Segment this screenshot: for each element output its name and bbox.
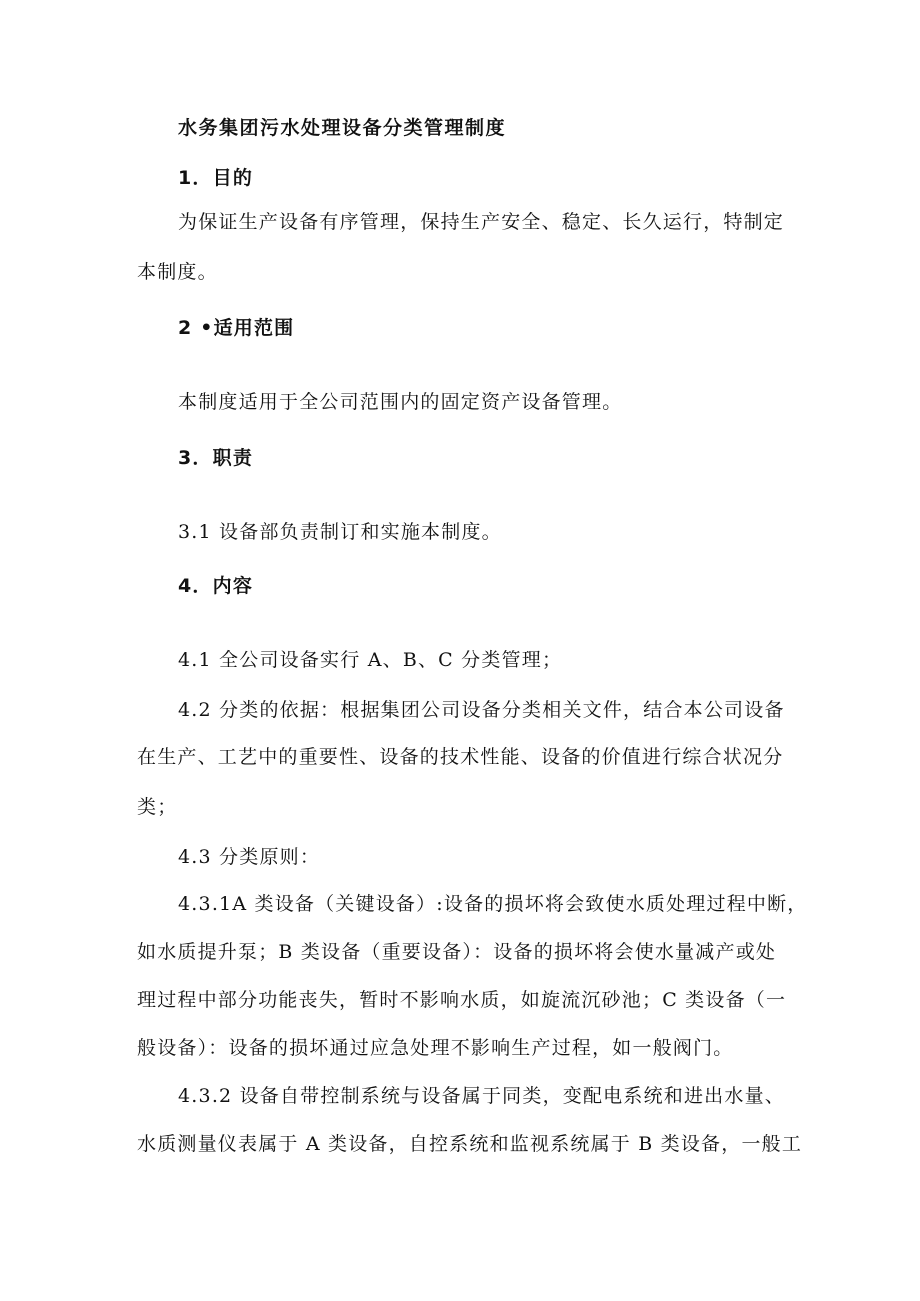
section-heading-responsibility: 3．职责: [178, 447, 254, 469]
paragraph-line: 理过程中部分功能丧失，暂时不影响水质，如旋流沉砂池；C 类设备（一: [137, 989, 787, 1011]
paragraph-line: 在生产、工艺中的重要性、设备的技术性能、设备的价值进行综合状况分: [137, 746, 784, 768]
paragraph-line: 本制度。: [137, 261, 218, 283]
paragraph-line: 4.2 分类的依据：根据集团公司设备分类相关文件，结合本公司设备: [178, 699, 785, 721]
paragraph-line: 水质测量仪表属于 A 类设备，自控系统和监视系统属于 B 类设备，一般工: [137, 1133, 803, 1155]
document-title: 水务集团污水处理设备分类管理制度: [178, 117, 507, 139]
paragraph-line: 般设备）：设备的损坏通过应急处理不影响生产过程，如一般阀门。: [137, 1037, 734, 1059]
paragraph-line: 类；: [137, 796, 178, 818]
paragraph-line: 本制度适用于全公司范围内的固定资产设备管理。: [178, 391, 623, 413]
section-heading-scope: 2 •适用范围: [178, 317, 295, 339]
paragraph-line: 3.1 设备部负责制订和实施本制度。: [178, 521, 502, 543]
paragraph-line: 4.3.2 设备自带控制系统与设备属于同类，变配电系统和进出水量、: [178, 1085, 785, 1107]
paragraph-line: 4.1 全公司设备实行 A、B、C 分类管理；: [178, 649, 563, 671]
paragraph-line: 为保证生产设备有序管理，保持生产安全、稳定、长久运行，特制定: [178, 211, 785, 233]
section-heading-content: 4．内容: [178, 575, 254, 597]
section-heading-purpose: 1．目的: [178, 167, 254, 189]
paragraph-line: 4.3.1A 类设备（关键设备）:设备的损坏将会致使水质处理过程中断，: [178, 893, 808, 915]
paragraph-line: 4.3 分类原则：: [178, 846, 321, 868]
paragraph-line: 如水质提升泵；B 类设备（重要设备）：设备的损坏将会使水量减产或处: [137, 941, 777, 963]
